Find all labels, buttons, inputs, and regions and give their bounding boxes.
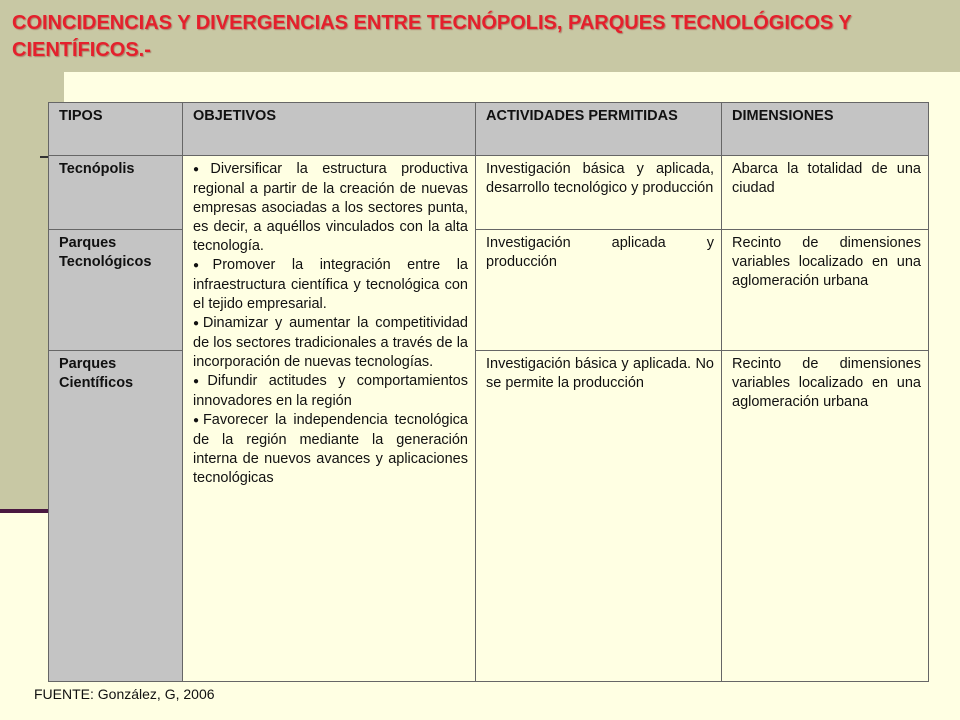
header-objetivos: OBJETIVOS	[183, 103, 476, 156]
activities-cell: Investigación básica y aplicada, desarrollo tecnológico y producción	[476, 156, 722, 230]
objective-item: ● Dinamizar y aumentar la competitividad de los sectores tradicionales a través de la incorporación de nuevas tecnologías.	[193, 314, 468, 372]
activities-cell: Investigación aplicada y producción	[476, 230, 722, 351]
objective-item: ● Diversificar la estructura productiva regional a partir de la creación de nuevas empresas asociadas a los sectores punta, es decir, a aquéllos vinculados con la alta tecnología.	[193, 160, 468, 256]
objective-item: ● Difundir actitudes y comportamientos innovadores en la región	[193, 372, 468, 411]
header-dimensiones: DIMENSIONES	[722, 103, 929, 156]
table-row	[49, 230, 929, 351]
table-header-row	[49, 103, 929, 156]
dimensions-cell: Abarca la totalidad de una ciudad	[722, 156, 929, 230]
objective-item: ● Promover la integración entre la infraestructura científica y tecnológica con el tejido empresarial.	[193, 256, 468, 314]
type-cell: Tecnópolis	[49, 156, 183, 230]
left-accent-line	[0, 509, 48, 513]
source-caption: FUENTE: González, G, 2006	[34, 686, 215, 702]
table-row	[49, 351, 929, 682]
table-row	[49, 156, 929, 230]
activities-cell: Investigación básica y aplicada. No se permite la producción	[476, 351, 722, 682]
dimensions-cell: Recinto de dimensiones variables localizado en una aglomeración urbana	[722, 230, 929, 351]
objectives-cell	[183, 156, 476, 682]
slide-title: COINCIDENCIAS Y DIVERGENCIAS ENTRE TECNÓPOLIS, PARQUES TECNOLÓGICOS Y CIENTÍFICOS.-	[12, 12, 852, 61]
dimensions-cell: Recinto de dimensiones variables localizado en una aglomeración urbana	[722, 351, 929, 682]
header-tipos: TIPOS	[49, 103, 183, 156]
header-actividades: ACTIVIDADES PERMITIDAS	[476, 103, 722, 156]
objective-item: ● Favorecer la independencia tecnológica de la región mediante la generación interna de nuevos avances y aplicaciones tecnológicas	[193, 411, 468, 488]
comparison-table	[48, 102, 929, 682]
type-cell: Parques Científicos	[49, 351, 183, 682]
type-cell: Parques Tecnológicos	[49, 230, 183, 351]
